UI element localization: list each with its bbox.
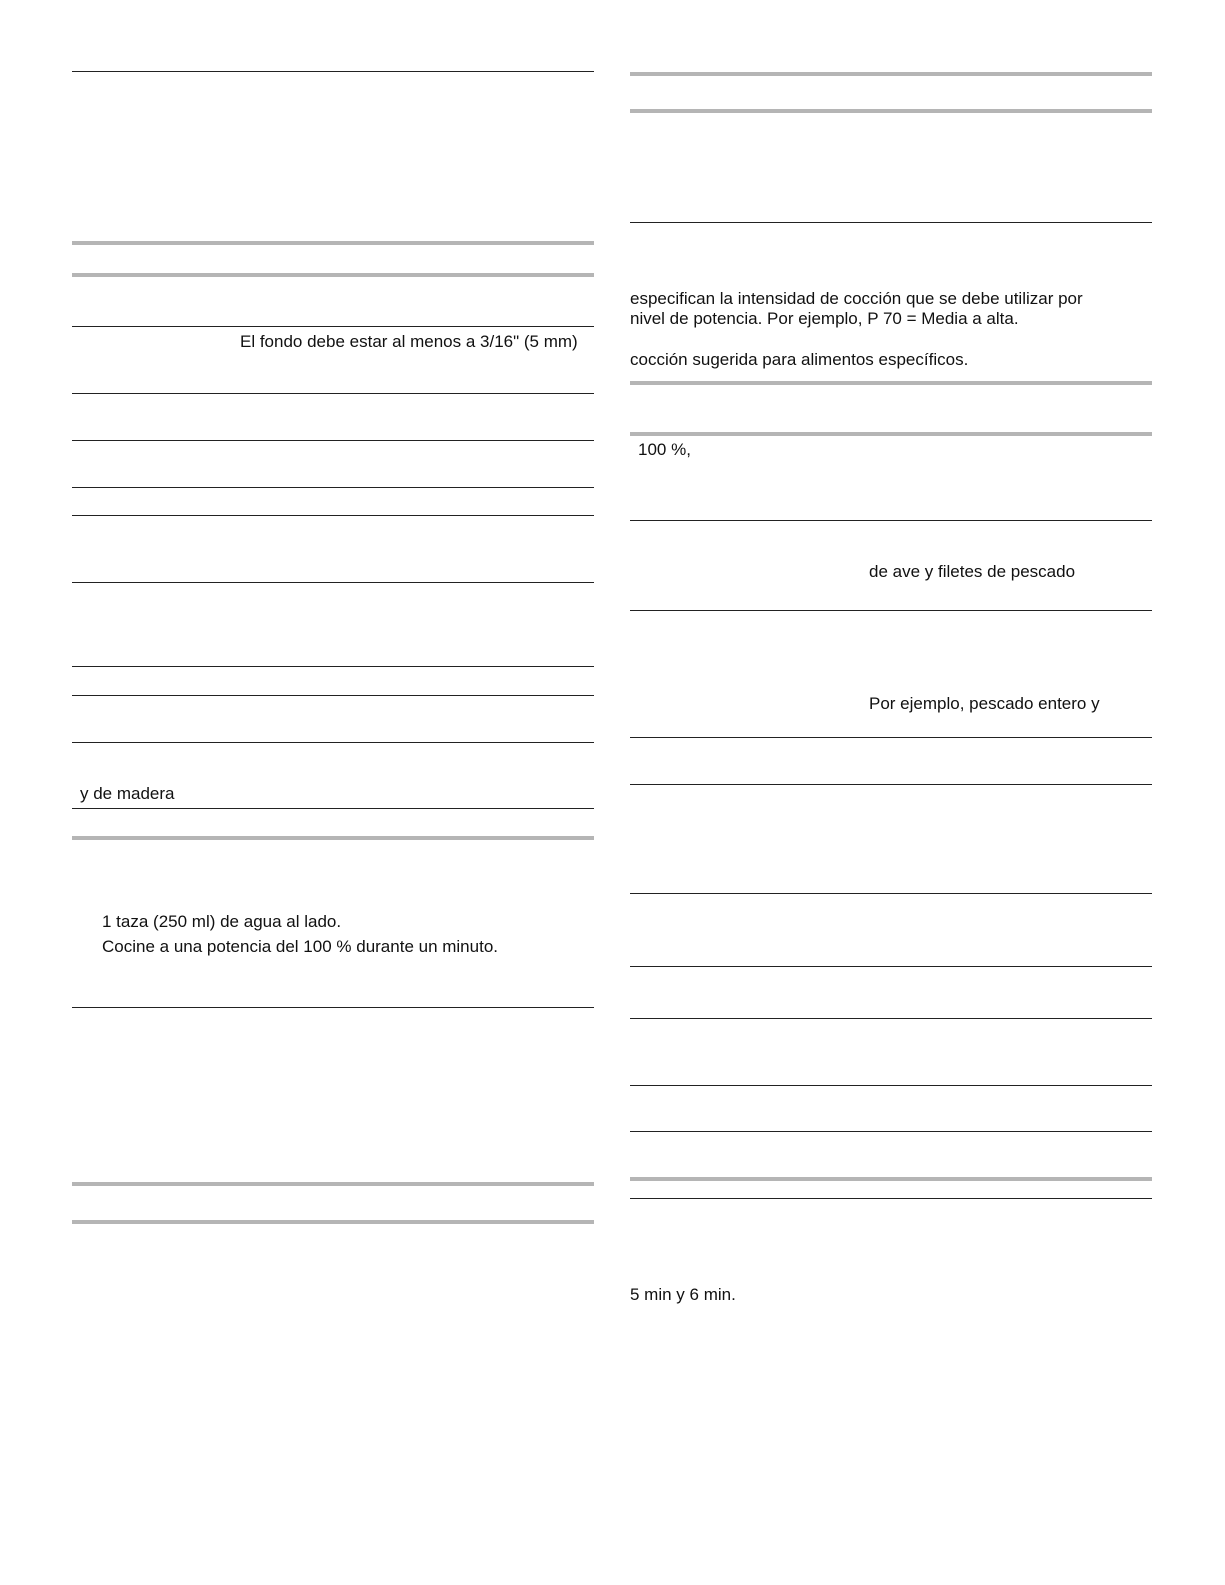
poultry-fish-cell: de ave y filetes de pescado [869,562,1076,581]
table-row-divider [72,582,594,583]
section-divider [72,836,594,840]
section-divider [630,1177,1152,1181]
table-row-divider [630,1131,1152,1132]
table-row-divider [72,515,594,516]
section-divider [630,72,1152,76]
section-divider [72,241,594,245]
table-row-divider [630,520,1152,521]
section-divider [72,273,594,277]
suggested-cooking-text: cocción sugerida para alimentos específicos. [630,350,969,369]
table-row-divider [630,1085,1152,1086]
table-row-divider [630,610,1152,611]
fondo-note: El fondo debe estar al menos a 3/16" (5 mm) [240,332,578,351]
table-row-divider [72,326,594,327]
table-row-divider [72,742,594,743]
test-step-1: 1 taza (250 ml) de agua al lado. [102,912,342,931]
table-row-divider [72,666,594,667]
table-row-divider [630,784,1152,785]
power-100-cell: 100 %, [638,440,691,459]
section-divider [72,1182,594,1186]
table-row-divider [72,695,594,696]
section-divider [630,381,1152,385]
example-fish-cell: Por ejemplo, pescado entero y [869,694,1100,713]
divider [630,1198,1152,1199]
divider [72,71,594,72]
divider [630,222,1152,223]
section-divider [630,432,1152,436]
table-row-divider [72,393,594,394]
test-step-2: Cocine a una potencia del 100 % durante un minuto. [102,937,498,956]
section-divider [72,1220,594,1224]
table-row-divider [630,1018,1152,1019]
table-row-divider [630,893,1152,894]
divider [72,1007,594,1008]
power-level-text-line-1: especifican la intensidad de cocción que se debe utilizar por [630,289,1083,308]
table-row-divider [72,808,594,809]
table-row-divider [72,440,594,441]
table-row-divider [72,487,594,488]
section-divider [630,109,1152,113]
power-level-text-line-2: nivel de potencia. Por ejemplo, P 70 = Media a alta. [630,309,1019,328]
time-range-text: 5 min y 6 min. [630,1285,736,1304]
table-row-divider [630,737,1152,738]
table-row-divider [630,966,1152,967]
madera-note: y de madera [80,784,175,803]
